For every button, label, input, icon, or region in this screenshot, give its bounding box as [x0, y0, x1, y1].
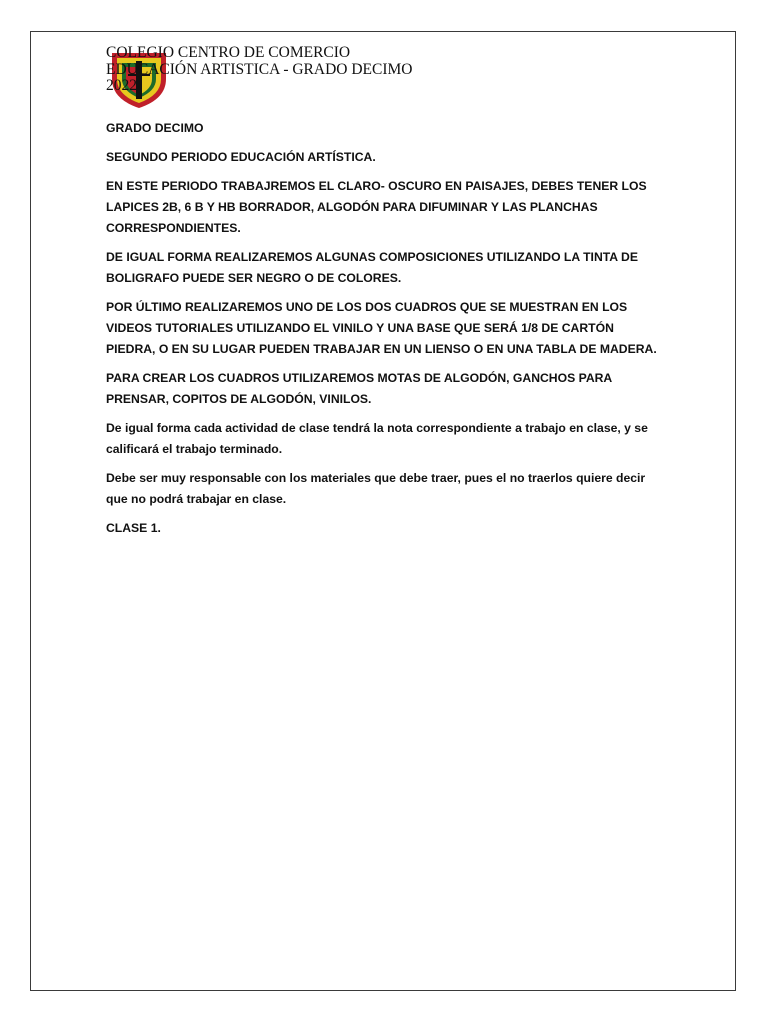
- paragraph-grade: GRADO DECIMO: [106, 121, 204, 135]
- document-body: [106, 118, 666, 547]
- paragraph-paintings: POR ÚLTIMO REALIZAREMOS UNO DE LOS DOS CUADROS QUE SE MUESTRAN EN LOS VIDEOS TUTORIALES UTILIZANDO EL VINILO Y UNA BASE QUE SERÁ 1/8 DE CARTÓN PIEDRA, O EN SU LUGAR PUEDEN TRABAJAR EN UN LIENSO O EN UNA TABLA DE MADERA.: [106, 300, 657, 356]
- paragraph-period: SEGUNDO PERIODO EDUCACIÓN ARTÍSTICA.: [106, 150, 376, 164]
- course-title: EDUCACIÓN ARTISTICA - GRADO DECIMO: [106, 60, 413, 78]
- document-page: [30, 31, 736, 991]
- paragraph-responsibility: Debe ser muy responsable con los materiales que debe traer, pues el no traerlos quiere decir que no podrá trabajar en clase.: [106, 471, 646, 506]
- document-header: [106, 45, 666, 111]
- paragraph-class-1: CLASE 1.: [106, 521, 161, 535]
- school-name: COLEGIO CENTRO DE COMERCIO: [106, 44, 351, 61]
- paragraph-ink: DE IGUAL FORMA REALIZAREMOS ALGUNAS COMPOSICIONES UTILIZANDO LA TINTA DE BOLIGRAFO PUEDE SER NEGRO O DE COLORES.: [106, 250, 638, 285]
- school-year: 2022: [106, 77, 137, 94]
- paragraph-materials: PARA CREAR LOS CUADROS UTILIZAREMOS MOTAS DE ALGODÓN, GANCHOS PARA PRENSAR, COPITOS DE ALGODÓN, VINILOS.: [106, 371, 612, 406]
- paragraph-grading: De igual forma cada actividad de clase tendrá la nota correspondiente a trabajo en clase, y se calificará el trabajo terminado.: [106, 421, 648, 456]
- paragraph-chiaroscuro: EN ESTE PERIODO TRABAJREMOS EL CLARO- OSCURO EN PAISAJES, DEBES TENER LOS LAPICES 2B, 6 B Y HB BORRADOR, ALGODÓN PARA DIFUMINAR Y LAS PLANCHAS CORRESPONDIENTES.: [106, 179, 647, 235]
